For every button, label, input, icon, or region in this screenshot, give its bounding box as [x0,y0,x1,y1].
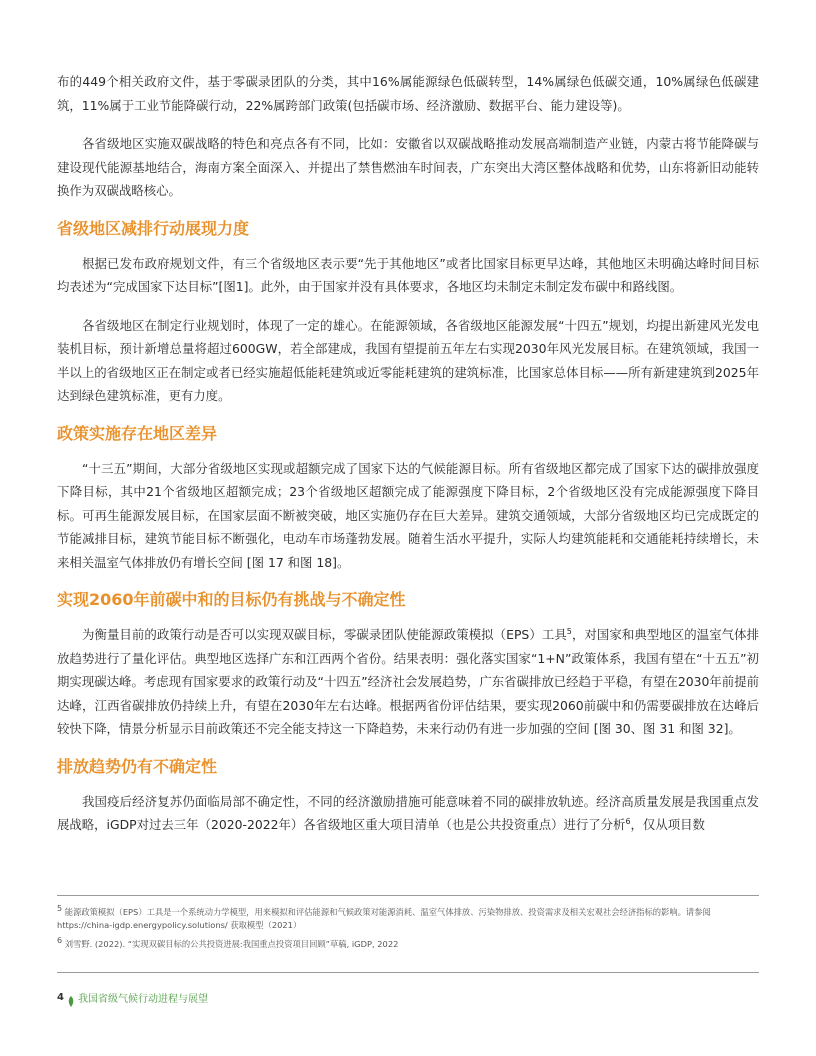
paragraph-eps-text-b: ，对国家和典型地区的温室气体排放趋势进行了量化评估。典型地区选择广东和江西两个省份。结果表明：强化落实国家“1+N”政策体系，我国有望在“十五五”初期实现碳达峰。考虑现有国家要求的政策行动及“十四五”经济社会发展趋势，广东省碳排放已经趋于平稳，有望在2030年前提前达峰，江西省碳排放仍持续上升，有望在2030年左右达峰。根据两省份评估结果，要实现2060前碳中和仍需要碳排放在达峰后较快下降，情景分析显示目前政策还不完全能支持这一下降趋势，未来行动仍有进一步加强的空间 [图 30、图 31 和图 32]。 [57,627,760,736]
leaf-icon [68,992,74,1003]
paragraph-regional-highlights: 各省级地区实施双碳战略的特色和亮点各有不同，比如：安徽省以双碳战略推动发展高端制造产业链，内蒙古将节能降碳与建设现代能源基地结合，海南方案全面深入、并提出了禁售燃油车时间表，广东突出大湾区整体战略和优势，山东将新旧动能转换作为双碳战略核心。 [57,136,759,198]
paragraph-peak-targets: 根据已发布政府规划文件，有三个省级地区表示要“先于其他地区”或者比国家目标更早达峰，其他地区未明确达峰时间目标均表述为“完成国家下达目标”[图1]。此外，由于国家并没有具体要求，各地区均未制定未制定发布碳中和路线图。 [57,255,759,294]
section-heading-2060-challenge: 实现2060年前碳中和的目标仍有挑战与不确定性 [57,590,406,609]
paragraph-recovery-text-a: 我国疫后经济复苏仍面临局部不确定性，不同的经济激励措施可能意味着不同的碳排放轨迹。经济高质量发展是我国重点发展战略，iGDP对过去三年（2020-2022年）各省级地区重大项目清单（也是公共投资重点）进行了分析 [57,793,759,832]
paragraph-recovery [57,790,759,837]
paragraph-recovery-text-b: ，仅从项目数 [630,817,705,832]
page-footer [57,990,208,1005]
footnote-6-text: 刘雪野. (2022). “实现双碳目标的公共投资进展:我国重点投资项目回顾”草稿, iGDP, 2022 [64,939,399,949]
footnote-divider-top [57,895,759,896]
paragraph-sector-plans: 各省级地区在制定行业规划时，体现了一定的雄心。在能源领域，各省级地区能源发展“十四五”规划，均提出新建风光发电装机目标，预计新增总量将超过600GW，若全部建成，我国有望提前五年左右实现2030年风光发展目标。在建筑领域，我国一半以上的省级地区正在制定或者已经实施超低能耗建筑或近零能耗建筑的建筑标准，比国家总体目标——所有新建建筑到2025年达到绿色建筑标准，更有力度。 [57,317,759,403]
paragraph-13th-fyp: “十三五”期间，大部分省级地区实现或超额完成了国家下达的气候能源目标。所有省级地区都完成了国家下达的碳排放强度下降目标，其中21个省级地区超额完成；23个省级地区超额完成了能源强度下降目标，2个省级地区没有完成能源强度下降目标。可再生能源发展目标，在国家层面不断被突破，地区实施仍存在巨大差异。建筑交通领域，大部分省级地区均已完成既定的节能减排目标，建筑节能目标不断强化，电动车市场蓬勃发展。随着生活水平提升，实际人均建筑能耗和交通能耗持续增长，未来相关温室气体排放仍有增长空间 [图 17 和图 18]。 [57,460,759,570]
section-heading-regional-differences: 政策实施存在地区差异 [57,423,218,443]
footnote-5-mark: 5 [57,904,63,914]
footnote-6 [57,938,759,951]
footnote-5-text: 能源政策模拟（EPS）工具是一个系统动力学模型，用来模拟和评估能源和气候政策对能源消耗、温室气体排放、污染物排放、投资需求及相关宏观社会经济指标的影响。请参阅https://china-igdp.energypolicy.solutions/ 获取模型（2021） [57,907,711,930]
page-body [57,70,759,852]
paragraph-eps-text-a: 为衡量目前的政策行动是否可以实现双碳目标，零碳录团队使能源政策模拟（EPS）工具 [82,627,567,642]
report-title: 我国省级气候行动进程与展望 [77,994,208,1005]
footnote-5 [57,906,759,932]
section-heading-ambition: 省级地区减排行动展现力度 [57,218,250,238]
footnote-divider-bottom [57,972,759,973]
page-number: 4 [57,992,64,1003]
footnote-6-mark: 6 [57,936,63,946]
footnote-ref-6[interactable]: 6 [625,816,631,826]
paragraph-eps-assessment [57,623,759,741]
section-heading-uncertainty: 排放趋势仍有不确定性 [57,756,218,776]
paragraph-intro-continued: 布的449个相关政府文件，基于零碳录团队的分类，其中16%属能源绿色低碳转型，14%属绿色低碳交通，10%属绿色低碳建筑，11%属于工业节能降碳行动，22%属跨部门政策(包括碳市场、经济激励、数据平台、能力建设等)。 [57,74,759,113]
footnote-ref-5[interactable]: 5 [566,626,572,636]
footnotes [57,906,759,957]
